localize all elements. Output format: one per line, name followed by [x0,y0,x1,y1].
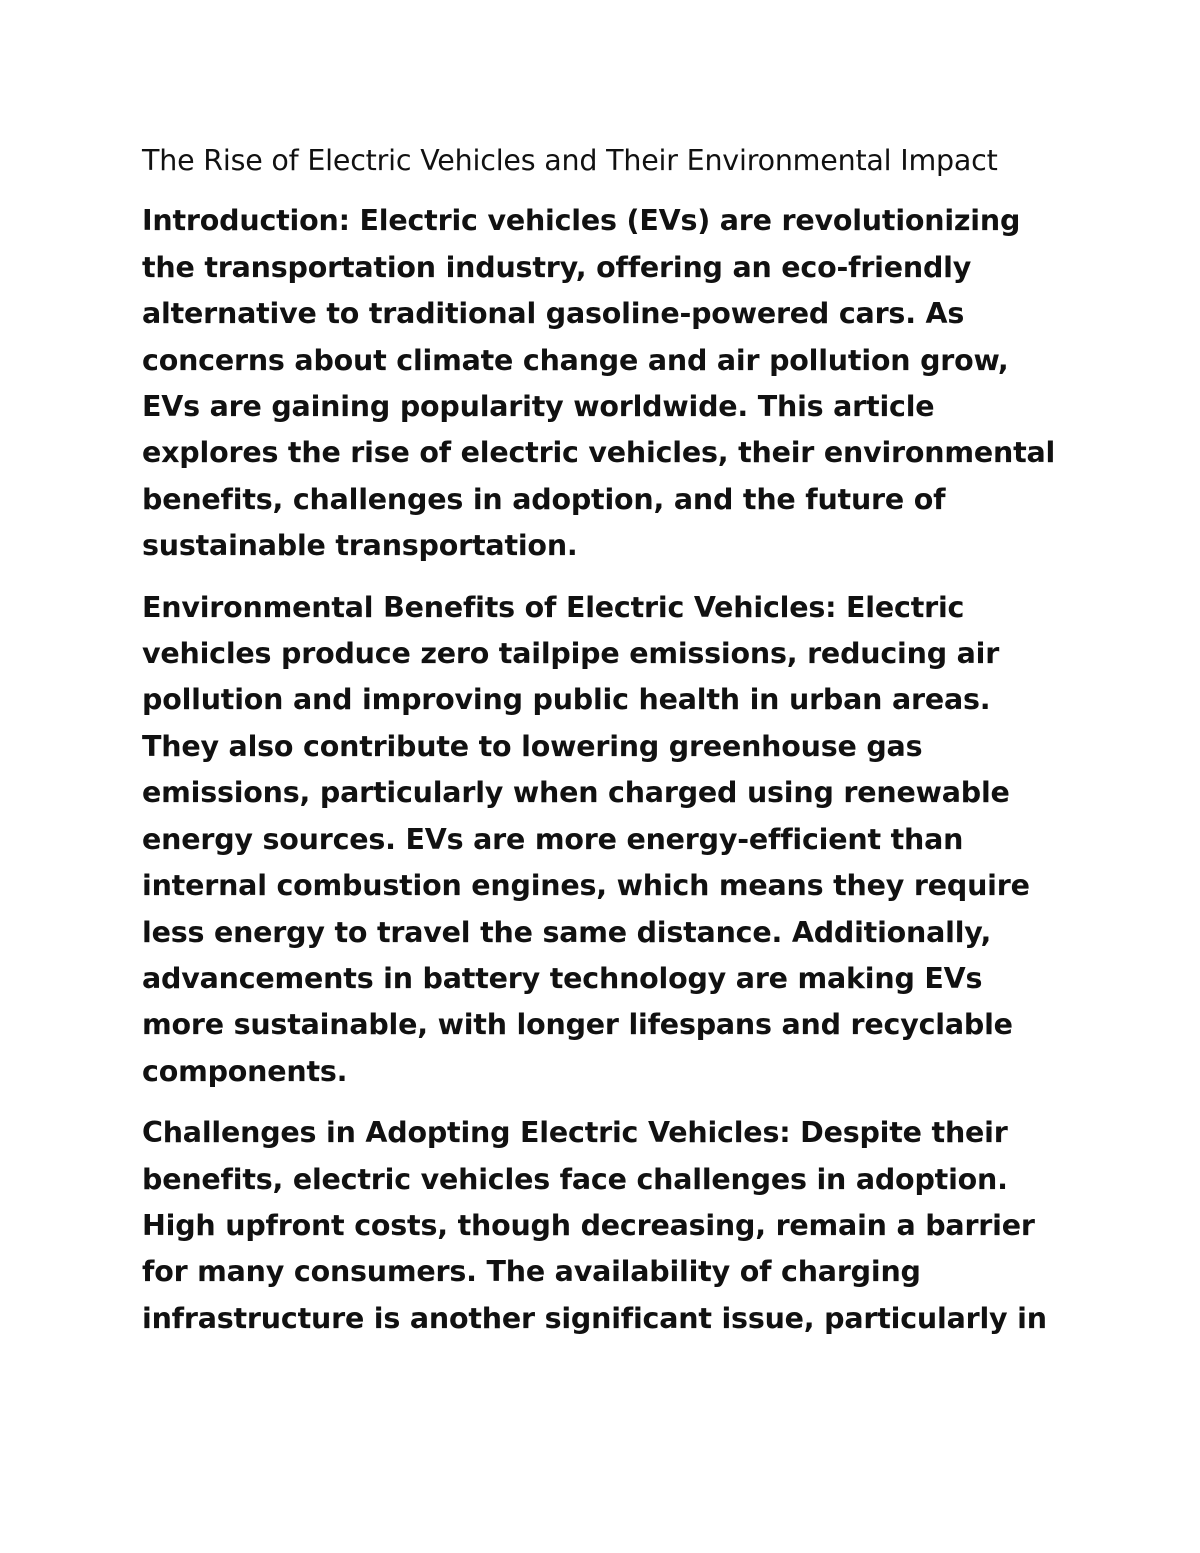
paragraph-introduction: Introduction: Electric vehicles (EVs) are revolutionizing the transportation industry, offering an eco-friendly alternative to traditional gasoline-powered cars. As concerns about climate change and air pollution grow, EVs are gaining popularity worldwide. This article explores the rise of electric vehicles, their environmental benefits, challenges in adoption, and the future of sustainable transportation. [142,204,1056,563]
paragraph-challenges: Challenges in Adopting Electric Vehicles: Despite their benefits, electric vehicles face challenges in adoption. High upfront costs, though decreasing, remain a barrier for many consumers. The availability of charging infrastructure is another significant issue, particularly in [142,1116,1047,1335]
document-page [142,138,1062,1357]
paragraph-environmental-benefits: Environmental Benefits of Electric Vehicles: Electric vehicles produce zero tailpipe emissions, reducing air pollution and improving public health in urban areas. They also contribute to lowering greenhouse gas emissions, particularly when charged using renewable energy sources. EVs are more energy-efficient than internal combustion engines, which means they require less energy to travel the same distance. Additionally, advancements in battery technology are making EVs more sustainable, with longer lifespans and recyclable components. [142,590,1030,1088]
document-title: The Rise of Electric Vehicles and Their Environmental Impact [142,144,998,177]
